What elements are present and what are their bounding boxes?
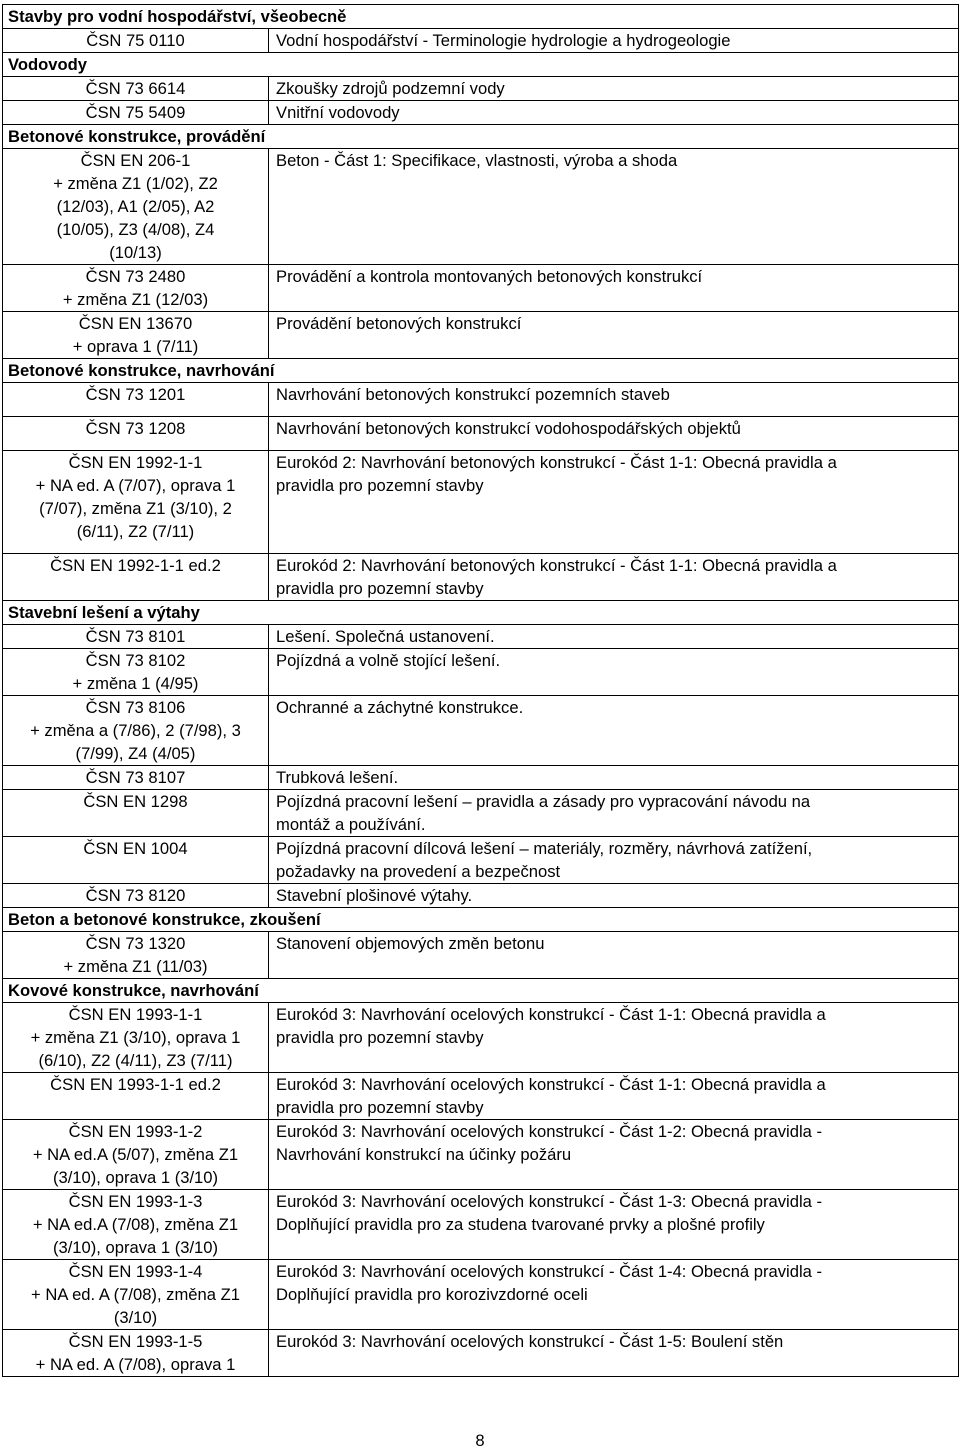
- standard-code-cell: [3, 149, 269, 265]
- standard-title: Zkoušky zdrojů podzemní vody: [276, 79, 505, 98]
- standard-row: [3, 884, 959, 908]
- standard-title-cell: [269, 417, 959, 451]
- standard-code: ČSN 73 2480: [85, 267, 186, 286]
- standard-amendment: + NA ed. A (7/08), oprava 1: [35, 1355, 236, 1374]
- standard-title: Eurokód 3: Navrhování ocelových konstrukcí - Část 1-1: Obecná pravidla a: [276, 1075, 826, 1094]
- standard-code: ČSN 73 8120: [85, 886, 186, 905]
- section-row: [3, 979, 959, 1003]
- standard-title-cell: [269, 766, 959, 790]
- standard-row: [3, 766, 959, 790]
- standard-amendment: (7/99), Z4 (4/05): [75, 744, 196, 763]
- standard-title: Navrhování konstrukcí na účinky požáru: [276, 1145, 572, 1164]
- standard-code-cell: [3, 790, 269, 837]
- standard-row: [3, 554, 959, 601]
- standard-amendment: (6/11), Z2 (7/11): [76, 522, 195, 541]
- standard-amendment: (7/07), změna Z1 (3/10), 2: [39, 499, 232, 518]
- standard-title: Eurokód 3: Navrhování ocelových konstrukcí - Část 1-3: Obecná pravidla -: [276, 1192, 823, 1211]
- standard-code: ČSN EN 1993-1-2: [68, 1122, 203, 1141]
- standard-title-cell: [269, 790, 959, 837]
- standard-amendment: + NA ed.A (5/07), změna Z1: [32, 1145, 239, 1164]
- standard-amendment: + oprava 1 (7/11): [72, 337, 199, 356]
- standard-title-cell: [269, 837, 959, 884]
- standard-title: Stanovení objemových změn betonu: [276, 934, 545, 953]
- standard-code-cell: [3, 625, 269, 649]
- standard-title-cell: [269, 625, 959, 649]
- row-spacing: [276, 497, 954, 507]
- standard-title: Ochranné a záchytné konstrukce.: [276, 698, 524, 717]
- standard-row: [3, 149, 959, 265]
- standard-title: Stavební plošinové výtahy.: [276, 886, 473, 905]
- section-row: [3, 53, 959, 77]
- section-row: [3, 908, 959, 932]
- standard-row: [3, 1330, 959, 1377]
- standard-row: [3, 77, 959, 101]
- standard-amendment: (3/10), oprava 1 (3/10): [52, 1168, 219, 1187]
- standard-code: ČSN 73 6614: [85, 79, 186, 98]
- standard-row: [3, 312, 959, 359]
- standard-title: Eurokód 3: Navrhování ocelových konstrukcí - Část 1-2: Obecná pravidla -: [276, 1122, 823, 1141]
- standard-code: ČSN EN 1992-1-1: [68, 453, 203, 472]
- standard-title: Pojízdná pracovní dílcová lešení – materiály, rozměry, návrhová zatížení,: [276, 839, 813, 858]
- standard-title-cell: [269, 1330, 959, 1377]
- section-heading: Betonové konstrukce, navrhování: [3, 359, 959, 383]
- standard-amendment: + změna a (7/86), 2 (7/98), 3: [30, 721, 241, 740]
- standard-title: Eurokód 3: Navrhování ocelových konstrukcí - Část 1-1: Obecná pravidla a: [276, 1005, 826, 1024]
- standard-code-cell: [3, 383, 269, 417]
- standard-code-cell: [3, 1330, 269, 1377]
- standard-code: ČSN EN 1993-1-1 ed.2: [50, 1075, 221, 1094]
- row-spacing: [5, 543, 266, 553]
- standard-row: [3, 837, 959, 884]
- standard-code: ČSN 73 8106: [85, 698, 186, 717]
- standard-code-cell: [3, 312, 269, 359]
- standard-title-cell: [269, 1120, 959, 1190]
- standard-title: Eurokód 2: Navrhování betonových konstrukcí - Část 1-1: Obecná pravidla a: [276, 453, 837, 472]
- section-row: [3, 601, 959, 625]
- standard-code-cell: [3, 265, 269, 312]
- standard-title: požadavky na provedení a bezpečnost: [276, 862, 561, 881]
- standard-amendment: (10/13): [109, 243, 162, 262]
- standard-row: [3, 383, 959, 417]
- standard-title: Eurokód 3: Navrhování ocelových konstrukcí - Část 1-5: Boulení stěn: [276, 1332, 784, 1351]
- standard-title-cell: [269, 451, 959, 554]
- row-spacing: [276, 440, 954, 450]
- standard-code: ČSN EN 1993-1-4: [68, 1262, 203, 1281]
- standard-title: Pojízdná a volně stojící lešení.: [276, 651, 501, 670]
- standard-row: [3, 790, 959, 837]
- standard-code-cell: [3, 932, 269, 979]
- standard-row: [3, 265, 959, 312]
- standard-title-cell: [269, 1260, 959, 1330]
- standard-title-cell: [269, 101, 959, 125]
- standard-code-cell: [3, 766, 269, 790]
- standard-code: ČSN 73 1201: [85, 385, 186, 404]
- standard-title: Vnitřní vodovody: [276, 103, 400, 122]
- standard-code: ČSN EN 1993-1-5: [68, 1332, 203, 1351]
- standard-title-cell: [269, 77, 959, 101]
- row-spacing: [276, 406, 954, 416]
- standard-title-cell: [269, 649, 959, 696]
- standard-title-cell: [269, 383, 959, 417]
- standard-code-cell: [3, 1073, 269, 1120]
- standard-amendment: + změna Z1 (3/10), oprava 1: [30, 1028, 241, 1047]
- standard-title-cell: [269, 696, 959, 766]
- standard-code-cell: [3, 1190, 269, 1260]
- section-heading: Betonové konstrukce, provádění: [3, 125, 959, 149]
- standard-title-cell: [269, 1073, 959, 1120]
- section-heading: Beton a betonové konstrukce, zkoušení: [3, 908, 959, 932]
- standard-amendment: + NA ed.A (7/08), změna Z1: [32, 1215, 239, 1234]
- standard-row: [3, 932, 959, 979]
- standard-code: ČSN 73 1208: [85, 419, 186, 438]
- standard-title-cell: [269, 884, 959, 908]
- standard-row: [3, 1120, 959, 1190]
- standard-title: montáž a používání.: [276, 815, 426, 834]
- standard-title: Navrhování betonových konstrukcí pozemních staveb: [276, 385, 670, 404]
- standard-title: pravidla pro pozemní stavby: [276, 476, 484, 495]
- standard-title-cell: [269, 554, 959, 601]
- standard-row: [3, 101, 959, 125]
- standard-title: Provádění betonových konstrukcí: [276, 314, 522, 333]
- standard-amendment: (10/05), Z3 (4/08), Z4: [56, 220, 215, 239]
- standard-row: [3, 1003, 959, 1073]
- standard-code: ČSN EN 1993-1-1: [68, 1005, 203, 1024]
- standard-code-cell: [3, 29, 269, 53]
- standard-row: [3, 417, 959, 451]
- standard-code-cell: [3, 554, 269, 601]
- standard-row: [3, 1190, 959, 1260]
- standard-title: Lešení. Společná ustanovení.: [276, 627, 495, 646]
- section-row: [3, 5, 959, 29]
- standard-title: pravidla pro pozemní stavby: [276, 1028, 484, 1047]
- standard-title-cell: [269, 932, 959, 979]
- row-spacing: [5, 406, 266, 416]
- standard-title-cell: [269, 265, 959, 312]
- section-heading: Vodovody: [3, 53, 959, 77]
- standard-amendment: + NA ed. A (7/07), oprava 1: [35, 476, 236, 495]
- standard-code-cell: [3, 1003, 269, 1073]
- standard-code: ČSN 73 8107: [85, 768, 186, 787]
- standard-code-cell: [3, 1260, 269, 1330]
- standard-amendment: + změna Z1 (12/03): [62, 290, 209, 309]
- standard-row: [3, 649, 959, 696]
- standard-title: Eurokód 3: Navrhování ocelových konstrukcí - Část 1-4: Obecná pravidla -: [276, 1262, 823, 1281]
- standard-code: ČSN 73 1320: [85, 934, 186, 953]
- standard-row: [3, 625, 959, 649]
- standard-title-cell: [269, 29, 959, 53]
- page-number: 8: [475, 1431, 485, 1450]
- standard-amendment: (12/03), A1 (2/05), A2: [56, 197, 215, 216]
- standard-amendment: + NA ed. A (7/08), změna Z1: [31, 1285, 240, 1304]
- standard-title: Provádění a kontrola montovaných betonových konstrukcí: [276, 267, 703, 286]
- standard-code-cell: [3, 77, 269, 101]
- standards-table: [2, 4, 959, 1377]
- standard-amendment: (3/10), oprava 1 (3/10): [52, 1238, 219, 1257]
- standard-title: Pojízdná pracovní lešení – pravidla a zásady pro vypracování návodu na: [276, 792, 811, 811]
- standard-amendment: + změna Z1 (11/03): [63, 957, 208, 976]
- section-heading: Stavby pro vodní hospodářství, všeobecně: [3, 5, 959, 29]
- standard-title: Eurokód 2: Navrhování betonových konstrukcí - Část 1-1: Obecná pravidla a: [276, 556, 837, 575]
- section-heading: Stavební lešení a výtahy: [3, 601, 959, 625]
- standard-code: ČSN EN 1298: [83, 792, 188, 811]
- standard-amendment: + změna 1 (4/95): [72, 674, 199, 693]
- section-heading: Kovové konstrukce, navrhování: [3, 979, 959, 1003]
- standard-code-cell: [3, 451, 269, 554]
- standard-code: ČSN EN 1993-1-3: [68, 1192, 203, 1211]
- row-spacing: [5, 440, 266, 450]
- standard-code-cell: [3, 1120, 269, 1190]
- standard-code: ČSN EN 13670: [78, 314, 193, 333]
- standard-row: [3, 1260, 959, 1330]
- standard-code: ČSN 73 8101: [85, 627, 186, 646]
- standard-code: ČSN 75 5409: [85, 103, 186, 122]
- standard-title-cell: [269, 149, 959, 265]
- standard-code: ČSN 73 8102: [85, 651, 186, 670]
- section-row: [3, 359, 959, 383]
- standard-code: ČSN EN 1992-1-1 ed.2: [50, 556, 221, 575]
- standard-amendment: (3/10): [113, 1308, 158, 1327]
- standard-title: Vodní hospodářství - Terminologie hydrologie a hydrogeologie: [276, 31, 731, 50]
- standard-code: ČSN EN 1004: [83, 839, 188, 858]
- standard-title: Navrhování betonových konstrukcí vodohospodářských objektů: [276, 419, 741, 438]
- standard-title: pravidla pro pozemní stavby: [276, 579, 484, 598]
- standard-amendment: (6/10), Z2 (4/11), Z3 (7/11): [38, 1051, 233, 1070]
- standard-code-cell: [3, 417, 269, 451]
- standard-title: pravidla pro pozemní stavby: [276, 1098, 484, 1117]
- standard-title: Trubková lešení.: [276, 768, 399, 787]
- standard-title-cell: [269, 1190, 959, 1260]
- standard-row: [3, 29, 959, 53]
- standard-amendment: + změna Z1 (1/02), Z2: [53, 174, 218, 193]
- section-row: [3, 125, 959, 149]
- standard-code: ČSN 75 0110: [86, 31, 185, 50]
- standard-title-cell: [269, 1003, 959, 1073]
- standard-code: ČSN EN 206-1: [80, 151, 191, 170]
- standard-title: Beton - Část 1: Specifikace, vlastnosti, výroba a shoda: [276, 151, 678, 170]
- standards-table-body: [3, 5, 959, 1377]
- standard-code-cell: [3, 101, 269, 125]
- standard-row: [3, 1073, 959, 1120]
- standard-title: Doplňující pravidla pro za studena tvarované prvky a plošné profily: [276, 1215, 765, 1234]
- standard-title: Doplňující pravidla pro korozivzdorné oceli: [276, 1285, 588, 1304]
- standard-code-cell: [3, 884, 269, 908]
- standard-row: [3, 696, 959, 766]
- standard-row: [3, 451, 959, 554]
- standard-code-cell: [3, 696, 269, 766]
- standard-title-cell: [269, 312, 959, 359]
- standard-code-cell: [3, 649, 269, 696]
- standard-code-cell: [3, 837, 269, 884]
